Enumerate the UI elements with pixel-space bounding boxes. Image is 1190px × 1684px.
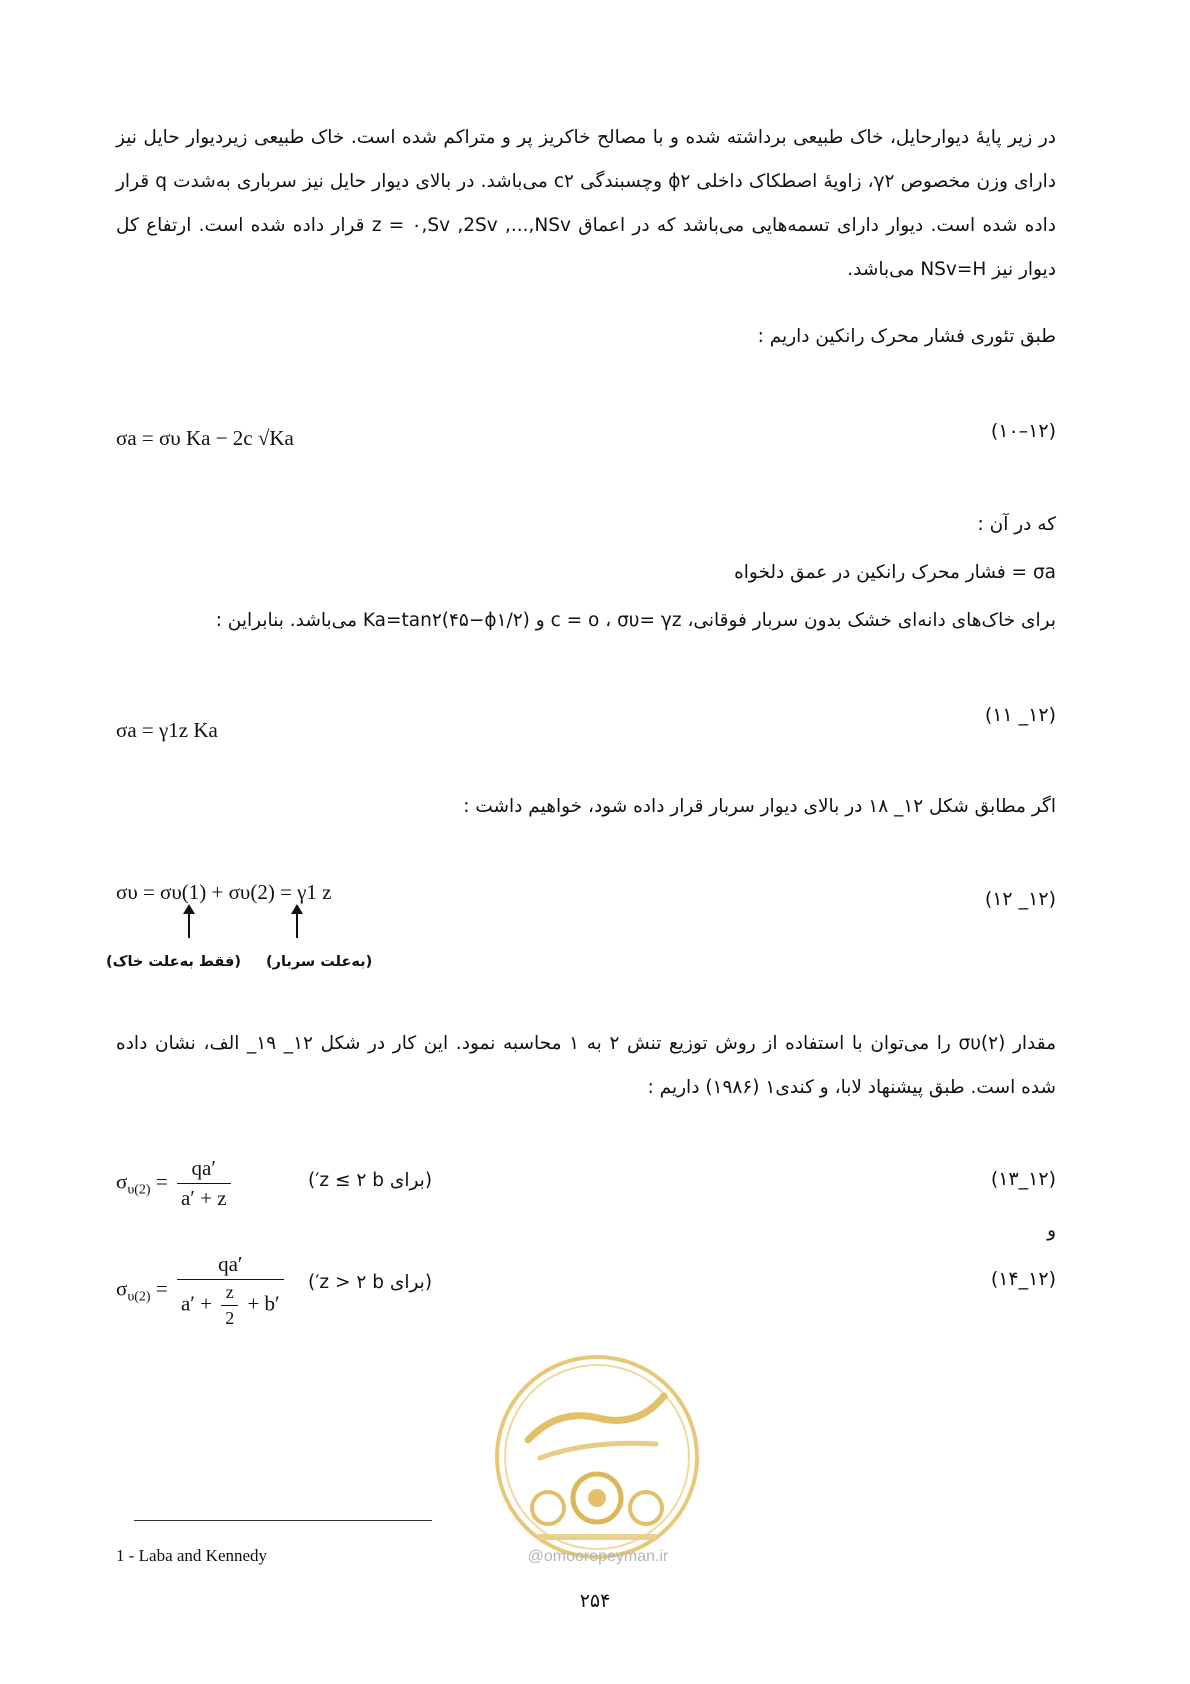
equation-14: $\sigma_{\upsilon(2)}$ = qa′ a′ + $\frac{z}{2}$ + b′ <box>116 1252 288 1338</box>
equation-12-number: (۱۲ _۱۲) <box>984 888 1056 910</box>
intro-paragraph: در زیر پایهٔ دیوارحایل، خاک طبیعی برداشته شده و با مصالح خاکریز پر و متراکم شده است. خاک طبیعی زیردیوار حایل نیز دارای وزن مخصوص γ۲، زاویهٔ اصطکاک داخلی ϕ۲ وچسبندگی c۲ می‌باشد. در بالای دیوار حایل نیز سرباری به‌شدت q قرار داده شده است. دیوار دارای تسمه‌هایی می‌باشد که در اعماق z = ۰,Sv ,2Sv ,...,NSv قرار داده شده است. ارتفاع کل دیوار نیز NSv=H می‌باشد. <box>116 127 1056 280</box>
laba-kennedy-paragraph: مقدار συ(۲) را می‌توان با استفاده از روش توزیع تنش ۲ به ۱ محاسبه نمود. این کار در شکل ۱۲_ ۱۹_ الف، نشان داده شده است. طبق پیشنهاد لابا، و کندی۱ (۱۹۸۶) داریم : <box>116 1033 1056 1098</box>
equation-10: σa = συ Ka − 2c √Ka <box>116 426 294 450</box>
equation-12: συ = συ(1) + συ(2) = γ1 z <box>116 880 332 904</box>
surcharge-text: اگر مطابق شکل ۱۲_ ۱۸ در بالای دیوار سربار قرار داده شود، خواهیم داشت : <box>463 796 1056 817</box>
sigma-a-definition: σa = فشار محرک رانکین در عمق دلخواه <box>734 562 1056 583</box>
equation-11-number: (۱۱ _۱۲) <box>984 704 1056 726</box>
footnote-divider <box>134 1520 432 1521</box>
and-text: و <box>1047 1220 1056 1241</box>
note-soil-only: (فقط به‌علت خاک) <box>106 954 241 970</box>
arrow-up-icon <box>188 912 190 938</box>
granular-soil-text: برای خاک‌های دانه‌ای خشک بدون سربار فوقانی، c = o ، συ= γz و Ka=tan۲(۴۵−ϕ۱/۲) می‌باشد. بنابراین : <box>215 610 1056 631</box>
footnote: 1 - Laba and Kennedy <box>116 1546 268 1565</box>
equation-14-condition: (برای z > ۲ b′) <box>308 1272 433 1293</box>
rankine-intro-text: طبق تئوری فشار محرک رانکین داریم : <box>757 326 1056 347</box>
watermark-logo-icon <box>488 1348 706 1566</box>
equation-13-number: (۱۳_۱۲) <box>990 1168 1056 1190</box>
arrow-up-icon <box>296 912 298 938</box>
equation-10-number: (۱۰–۱۲) <box>990 420 1056 442</box>
where-text: که در آن : <box>977 514 1056 535</box>
equation-14-number: (۱۴_۱۲) <box>990 1268 1056 1290</box>
equation-11: σa = γ1z Ka <box>116 718 218 742</box>
page-number: ۲۵۴ <box>579 1590 611 1612</box>
watermark-text: @omoorepeyman.ir <box>527 1548 669 1565</box>
note-surcharge: (به‌علت سربار) <box>266 954 373 970</box>
equation-13: $\sigma_{\upsilon(2)}$ = $\frac{qa'}{a' + z}$ <box>116 1156 235 1216</box>
equation-13-condition: (برای z ≤ ۲ b′) <box>308 1170 433 1191</box>
